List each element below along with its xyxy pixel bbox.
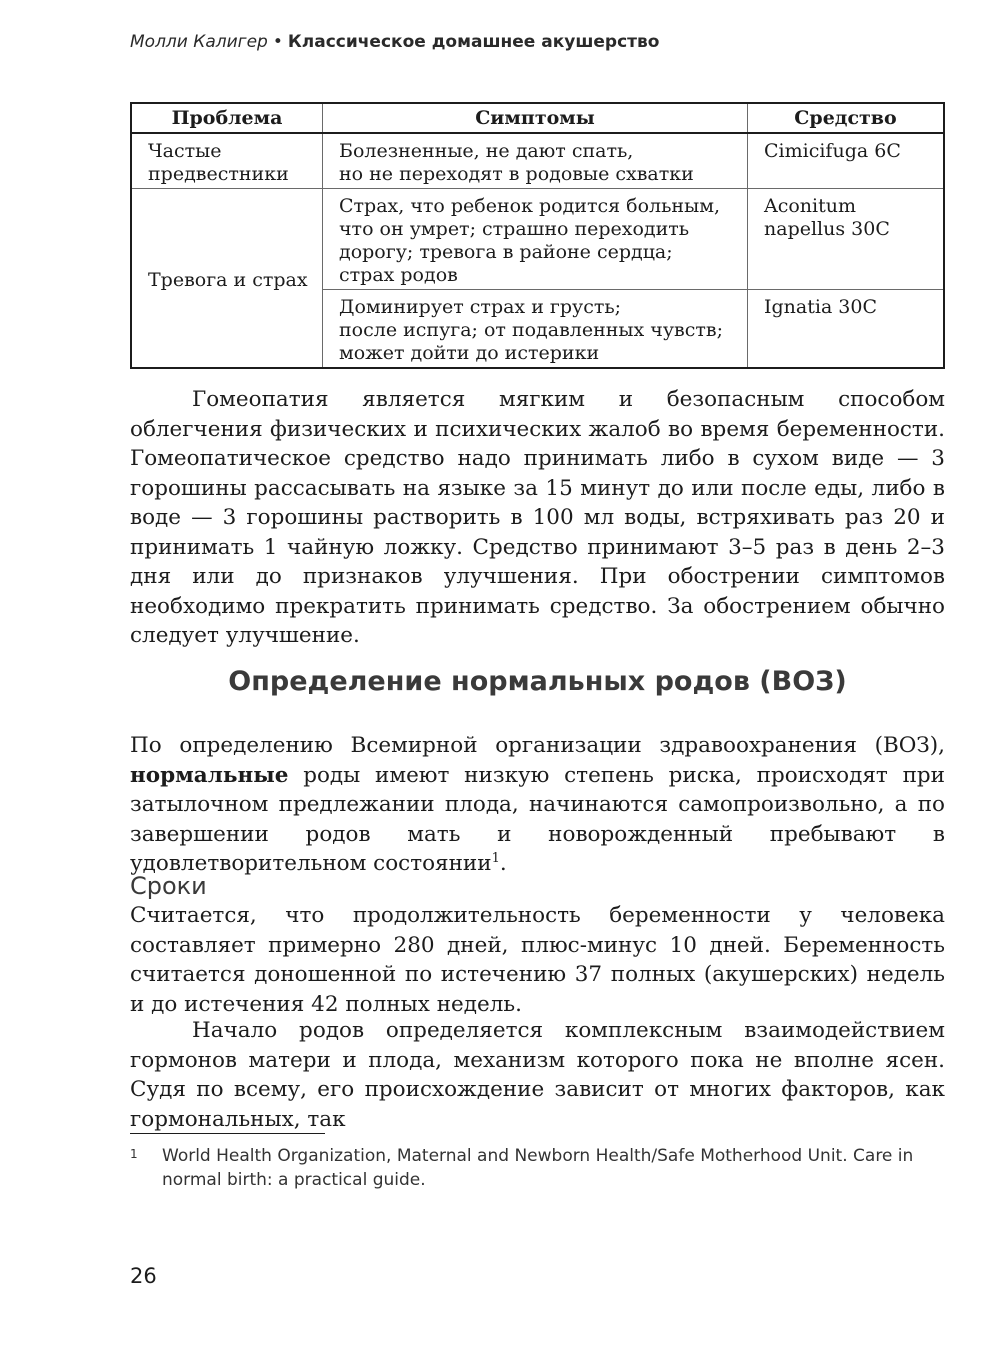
cell-problem: Частые предвестники <box>131 133 323 189</box>
section-title: Определение нормальных родов (ВОЗ) <box>228 666 847 697</box>
cell-remedy: Cimicifuga 6C <box>748 133 945 189</box>
cell-symptoms: Доминирует страх и грусть; после испуга; от подавленных чувств; может дойти до истерики <box>323 290 748 369</box>
homeopathy-paragraph: Гомеопатия является мягким и безопасным способом облегчения физических и психических жалоб во время беременности. Гомеопатическое средство надо принимать либо в сухом виде — 3 горошины рассасывать на языке за 15 минут до или после еды, либо в воде — 3 горошины растворить в 100 мл воды, встряхивать раз 20 и принимать 1 чайную ложку. Средство принимают 3–5 раз в день 2–3 дня или до признаков улучшения. При обострении симптомов необходимо прекратить принимать средство. За обострением обычно следует улучшение. <box>130 387 945 648</box>
footnote-text: World Health Organization, Maternal and Newborn Health/Safe Motherhood Unit. Care in normal birth: a practical guide. <box>162 1146 914 1190</box>
who-definition-paragraph: По определению Всемирной организации здравоохранения (ВОЗ), нормальные роды имеют низкую степень риска, происходят при затылочном предлежании плода, начинаются самопроизвольно, а по завершении родов мать и новорожденный пребывают в удовлетворительном состоянии$^1$. <box>130 733 945 876</box>
term-paragraph: Считается, что продолжительность беременности у человека составляет примерно 280 дней, плюс-минус 10 дней. Беременность считается доношенной по истечению 37 полных (акушерских) недель и до истечения 42 полных недель. <box>130 903 945 1017</box>
cell-problem: Тревога и страх <box>131 189 323 369</box>
table-header-row <box>131 103 944 133</box>
table-row <box>131 133 944 189</box>
cell-remedy: Aconitum napellus 30C <box>748 189 945 290</box>
running-header <box>130 32 659 52</box>
cell-symptoms: Страх, что ребенок родится больным, что он умрет; страшно переходить дорогу; тревога в районе сердца; страх родов <box>323 189 748 290</box>
column-header-problem: Проблема <box>131 103 323 133</box>
cell-symptoms: Болезненные, не дают спать, но не переходят в родовые схватки <box>323 133 748 189</box>
footnote-reference[interactable]: 1 <box>491 850 500 866</box>
column-header-remedy: Средство <box>748 103 945 133</box>
table-row <box>131 189 944 290</box>
header-separator: • <box>272 32 283 52</box>
labor-onset-paragraph: Начало родов определяется комплексным взаимодействием гормонов матери и плода, механизм которого пока не вполне ясен. Судя по всему, его происхождение зависит от многих факторов, как гормональных, так <box>130 1018 945 1132</box>
subsection-title: Сроки <box>130 872 207 900</box>
page-number: 26 <box>130 1264 157 1288</box>
header-book-title: Классическое домашнее акушерство <box>287 32 660 52</box>
footnote-divider <box>130 1133 325 1134</box>
header-author: Молли Калигер <box>130 32 268 52</box>
column-header-symptoms: Симптомы <box>323 103 748 133</box>
footnote-mark: 1 <box>130 1147 138 1161</box>
bold-term: нормальные <box>130 762 289 788</box>
cell-remedy: Ignatia 30C <box>748 290 945 369</box>
footnote <box>130 1144 945 1192</box>
remedy-table <box>130 102 945 369</box>
